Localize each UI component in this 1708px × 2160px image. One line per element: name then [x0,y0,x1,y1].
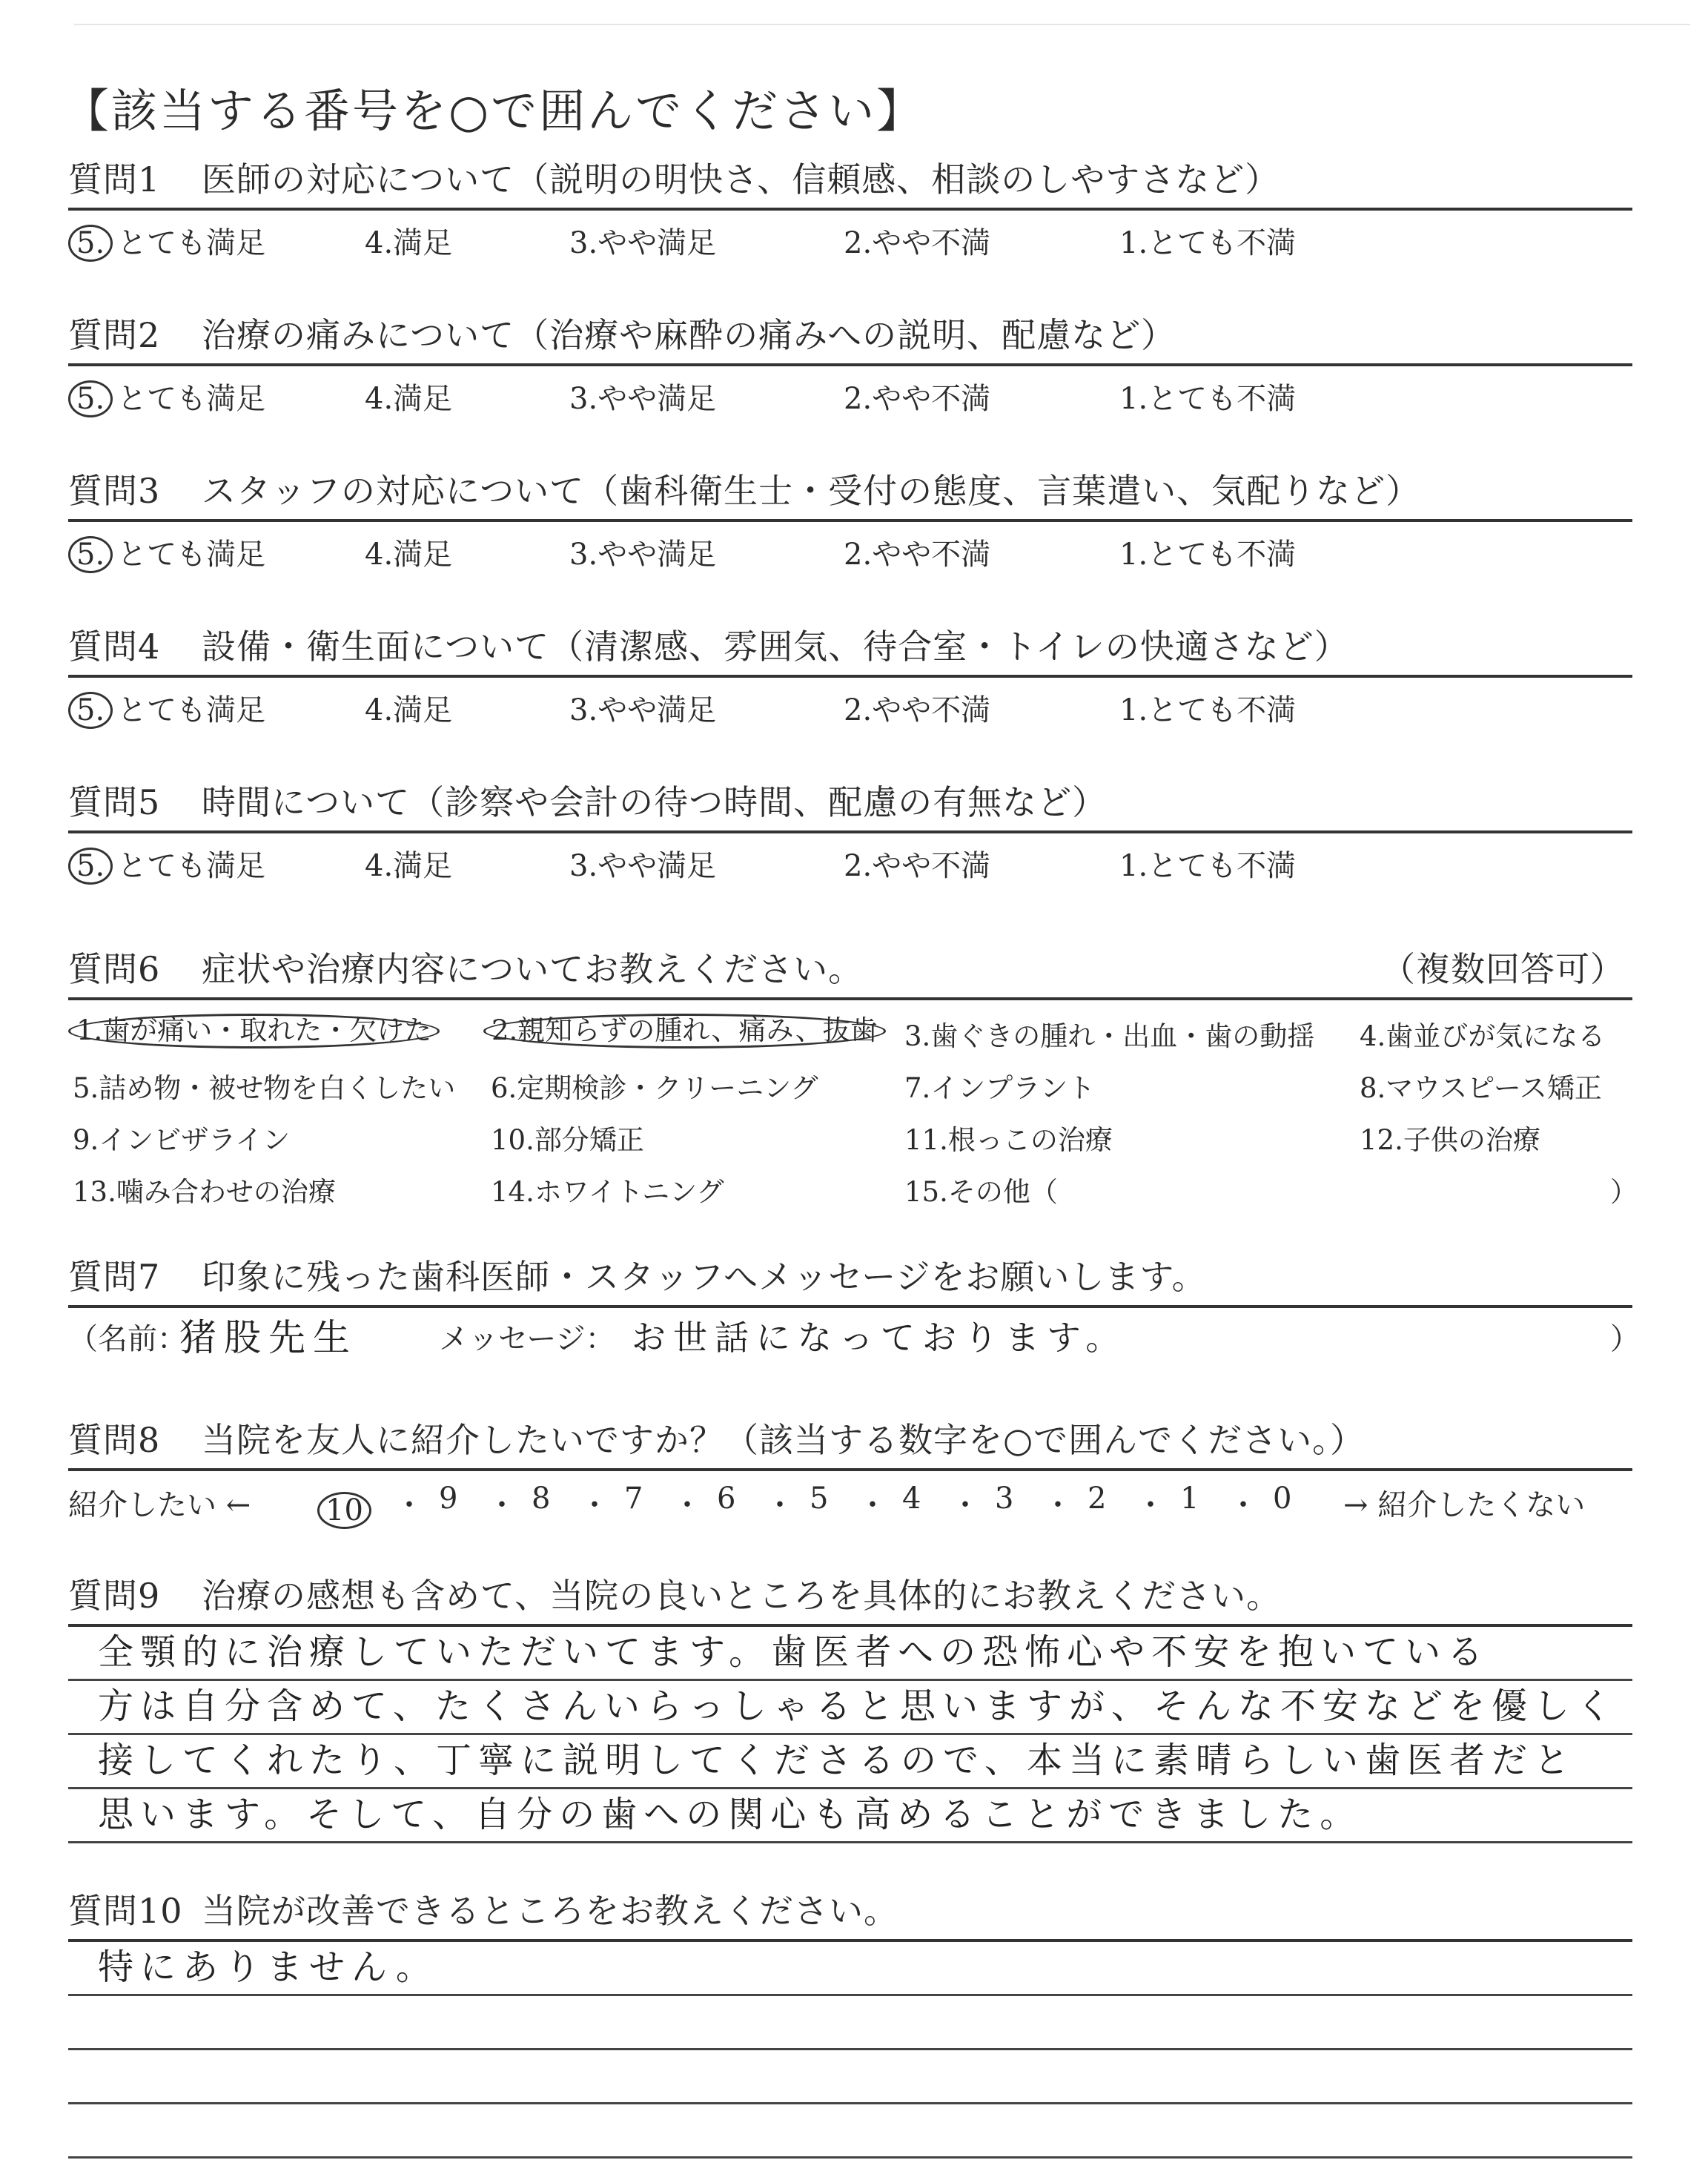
question-6-number: 質問6 [68,949,161,989]
scale-9[interactable]: 9 [439,1482,458,1516]
question-10-text: 当院が改善できるところをお教えください。 [202,1891,898,1931]
answer-line [68,1681,1632,1735]
selection-circle: 5. [68,692,113,729]
name-value[interactable]: 猪股先生 [179,1316,357,1359]
question-7-text: 印象に残った歯科医師・スタッフへメッセージをお願いします。 [202,1257,1207,1297]
selection-circle: 5. [68,380,113,417]
answer-text: 思います。そして、自分の歯への関心も高めることができました。 [98,1794,1363,1835]
q4-option-5[interactable] [68,687,265,729]
question-10-number: 質問10 [68,1891,183,1931]
question-5 [68,771,1632,885]
question-6-header [68,938,1632,1000]
scale-sep: ・ [487,1488,517,1522]
answer-line [68,1627,1632,1681]
question-1-options [68,211,1632,262]
q4-option-1[interactable]: 1.とても不満 [1119,693,1297,727]
question-5-text: 時間について（診察や会計の待つ時間、配慮の有無など） [202,782,1108,822]
question-3-options [68,522,1632,574]
scale-sep: ・ [1228,1488,1258,1522]
q2-option-5-label: とても満足 [117,382,266,416]
question-2-text: 治療の痛みについて（治療や麻酔の痛みへの説明、配慮など） [202,315,1176,355]
question-8-scale [68,1471,1632,1530]
answer-line [68,1996,1632,2050]
q6-option-5[interactable]: 5.詰め物・被せ物を白くしたい [73,1072,456,1104]
question-7 [68,1246,1640,1361]
q6-option-15[interactable]: 15.その他（ [904,1176,1058,1208]
q3-option-3[interactable]: 3.やや満足 [569,538,717,572]
q4-option-3[interactable]: 3.やや満足 [569,693,717,727]
question-9-answer[interactable] [68,1627,1632,1843]
question-9-header [68,1565,1632,1627]
selection-circle: 1.歯が痛い・取れた・欠けた [68,1014,440,1048]
name-label: （名前： [68,1322,187,1356]
scale-sep: ・ [672,1488,702,1522]
question-5-options [68,833,1632,885]
scale-right-label: → 紹介したくない [1343,1488,1586,1522]
q5-option-3[interactable]: 3.やや満足 [569,849,717,883]
q6-option-8[interactable]: 8.マウスピース矯正 [1360,1072,1602,1104]
q5-option-5[interactable] [68,842,265,885]
question-4 [68,615,1632,730]
top-rule [74,24,1690,25]
scale-8[interactable]: 8 [532,1482,551,1516]
q1-option-5-label: とても満足 [117,226,266,260]
scale-6[interactable]: 6 [717,1482,736,1516]
q2-option-3[interactable]: 3.やや満足 [569,382,717,416]
answer-line [68,1789,1632,1843]
q3-option-1[interactable]: 1.とても不満 [1119,538,1297,572]
q6-option-11[interactable]: 11.根っこの治療 [904,1124,1113,1156]
question-3-header [68,460,1632,522]
question-2-header [68,304,1632,366]
message-value[interactable]: お世話になっております。 [632,1318,1128,1358]
answer-text: 特にありません。 [98,1946,438,1988]
answer-line [68,1735,1632,1789]
selection-circle: 10 [317,1492,371,1529]
q3-option-4[interactable]: 4.満足 [365,538,453,572]
q6-option-4[interactable]: 4.歯並びが気になる [1360,1020,1606,1052]
answer-text: 全顎的に治療していただいてます。歯医者への恐怖心や不安を抱いている [98,1631,1490,1673]
question-1-text: 医師の対応について（説明の明快さ、信頼感、相談のしやすさなど） [202,159,1280,199]
selection-circle: 5. [68,848,113,885]
answer-line [68,2104,1632,2159]
question-1-number: 質問1 [68,159,161,199]
selection-circle: 5. [68,225,113,262]
q1-option-3[interactable]: 3.やや満足 [569,226,717,260]
scale-sep: ・ [858,1488,887,1522]
question-7-number: 質問7 [68,1257,161,1297]
question-10-answer[interactable] [68,1942,1632,2159]
q4-option-4[interactable]: 4.満足 [365,693,453,727]
q1-option-1[interactable]: 1.とても不満 [1119,226,1297,260]
message-close: ） [1610,1322,1640,1356]
question-9 [68,1565,1632,1843]
scale-3[interactable]: 3 [995,1482,1014,1516]
q6-option-15-close: ） [1610,1176,1638,1208]
scale-sep: ・ [950,1488,980,1522]
question-9-number: 質問9 [68,1576,161,1616]
q4-option-5-label: とても満足 [117,693,266,727]
scale-left-label: 紹介したい ← [68,1488,251,1522]
question-6-note: （複数回答可） [1381,949,1625,989]
scale-sep: ・ [394,1488,424,1522]
q6-option-14[interactable]: 14.ホワイトニング [491,1176,724,1208]
q2-option-2[interactable]: 2.やや不満 [844,382,991,416]
selection-circle: 2.親知らずの腫れ、痛み、抜歯 [483,1014,886,1048]
q1-option-2[interactable]: 2.やや不満 [844,226,991,260]
answer-line [68,2050,1632,2104]
question-4-header [68,615,1632,678]
scale-sep: ・ [580,1488,609,1522]
question-5-header [68,771,1632,833]
answer-text: 接してくれたり、丁寧に説明してくださるので、本当に素晴らしい歯医者だと [98,1740,1577,1781]
question-4-number: 質問4 [68,627,161,667]
q6-option-6[interactable]: 6.定期検診・クリーニング [491,1072,818,1104]
question-2-options [68,366,1632,418]
question-3-text: スタッフの対応について（歯科衛生士・受付の態度、言葉遣い、気配りなど） [202,471,1421,511]
question-8 [68,1409,1632,1530]
question-8-header [68,1409,1632,1471]
q1-option-4[interactable]: 4.満足 [365,226,453,260]
scale-5[interactable]: 5 [810,1482,829,1516]
question-1-header [68,148,1632,211]
scale-7[interactable]: 7 [624,1482,643,1516]
question-3 [68,460,1632,574]
q4-option-2[interactable]: 2.やや不満 [844,693,991,727]
q6-option-12[interactable]: 12.子供の治療 [1360,1124,1540,1156]
answer-text: 方は自分含めて、たくさんいらっしゃると思いますが、そんな不安などを優しく [98,1685,1619,1727]
q6-option-2[interactable] [483,1014,890,1048]
question-2-number: 質問2 [68,315,161,355]
question-8-number: 質問8 [68,1420,161,1460]
q6-option-10[interactable]: 10.部分矯正 [491,1124,644,1156]
q3-option-2[interactable]: 2.やや不満 [844,538,991,572]
q6-option-7[interactable]: 7.インプラント [904,1072,1096,1104]
question-6-text: 症状や治療内容についてお教えください。 [202,949,864,989]
question-5-number: 質問5 [68,782,161,822]
q6-option-1[interactable] [68,1014,444,1048]
q6-option-13[interactable]: 13.噛み合わせの治療 [73,1176,336,1208]
question-7-answer [68,1308,1640,1361]
q2-option-5[interactable] [68,375,265,417]
question-4-text: 設備・衛生面について（清潔感、雰囲気、待合室・トイレの快適さなど） [202,627,1349,667]
question-2 [68,304,1632,418]
scale-sep: ・ [1136,1488,1165,1522]
scale-0[interactable]: 0 [1273,1482,1292,1516]
question-10 [68,1880,1632,2159]
q2-option-1[interactable]: 1.とても不満 [1119,382,1297,416]
question-8-text: 当院を友人に紹介したいですか？（該当する数字を○で囲んでください。） [202,1420,1366,1460]
scale-4[interactable]: 4 [902,1482,921,1516]
message-label: メッセージ： [439,1322,615,1356]
question-3-number: 質問3 [68,471,161,511]
answer-line [68,1942,1632,1996]
q5-option-5-label: とても満足 [117,849,266,883]
q6-option-3[interactable]: 3.歯ぐきの腫れ・出血・歯の動揺 [904,1020,1315,1052]
question-6-options [68,1000,1638,1215]
question-1 [68,148,1632,262]
scale-2[interactable]: 2 [1088,1482,1107,1516]
q5-option-2[interactable]: 2.やや不満 [844,849,991,883]
scale-sep: ・ [765,1488,795,1522]
q2-option-4[interactable]: 4.満足 [365,382,453,416]
question-10-header [68,1880,1632,1942]
q5-option-4[interactable]: 4.満足 [365,849,453,883]
q6-option-9[interactable]: 9.インビザライン [73,1124,291,1156]
scale-sep: ・ [1043,1488,1073,1522]
question-6 [68,938,1638,1215]
question-9-text: 治療の感想も含めて、当院の良いところを具体的にお教えください。 [202,1576,1282,1616]
question-7-header [68,1246,1632,1308]
q3-option-5-label: とても満足 [117,538,266,572]
scale-1[interactable]: 1 [1180,1482,1199,1516]
q1-option-5[interactable] [68,219,265,262]
question-4-options [68,678,1632,730]
page-title: 【該当する番号を○で囲んでください】 [63,84,925,138]
q3-option-5[interactable] [68,531,265,573]
q5-option-1[interactable]: 1.とても不満 [1119,849,1297,883]
selection-circle: 5. [68,536,113,573]
